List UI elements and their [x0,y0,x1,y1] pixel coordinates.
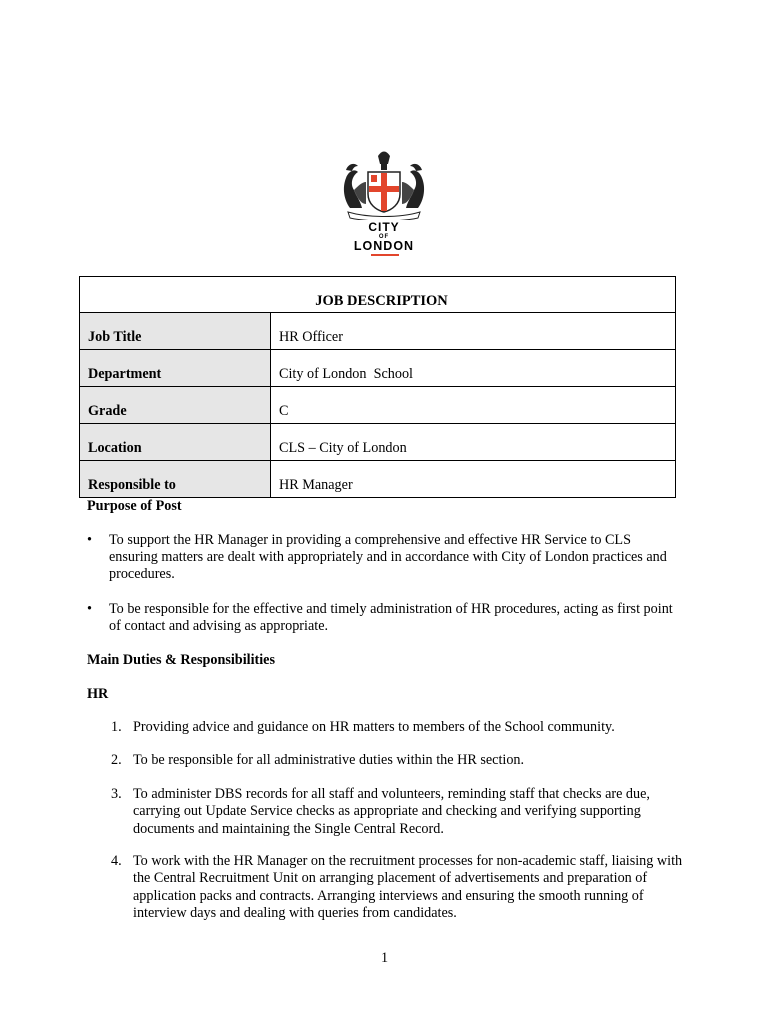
row-value: C [271,387,676,424]
city-of-london-crest-icon [338,150,430,220]
row-value: City of London School [271,350,676,387]
list-number: 3. [111,786,122,802]
purpose-heading: Purpose of Post [87,498,182,514]
row-value: HR Officer [271,313,676,350]
table-header: JOB DESCRIPTION [80,277,676,313]
city-of-london-logo [338,150,430,260]
table-row [80,387,676,424]
row-value: CLS – City of London [271,424,676,461]
bullet-icon: • [87,601,92,617]
bullet-text: To be responsible for the effective and timely administration of HR procedures, acting as first point of contact and advising as appropriate. [109,601,673,635]
row-label: Responsible to [80,461,271,498]
logo-london-text: LONDON [353,239,415,253]
row-label: Job Title [80,313,271,350]
row-label: Location [80,424,271,461]
row-label: Grade [80,387,271,424]
duties-subheading: HR [87,686,109,702]
logo-accent-rule [371,254,399,256]
row-value: HR Manager [271,461,676,498]
table-row [80,350,676,387]
bullet-text: To support the HR Manager in providing a comprehensive and effective HR Service to CLS ensuring matters are dealt with appropriately and in accordance with City of London practices and procedures. [109,532,667,583]
bullet-icon: • [87,532,92,548]
list-text: To work with the HR Manager on the recruitment processes for non-academic staff, liaising with the Central Recruitment Unit on arranging placement of advertisements and preparation of application packs and contracts. Arranging interviews and ensuring the smooth running of interview days and dealing with queries from candidates. [133,853,683,922]
page-number: 1 [381,950,389,966]
logo-city-text: CITY [368,220,400,234]
table-row [80,424,676,461]
list-number: 4. [111,853,122,869]
list-number: 2. [111,752,122,768]
list-number: 1. [111,719,122,735]
list-text: To be responsible for all administrative duties within the HR section. [133,752,525,768]
job-description-table [79,276,676,498]
list-text: To administer DBS records for all staff and volunteers, reminding staff that checks are due, carrying out Update Service checks as appropriate and checking and verifying supporting documents and maintaining the Single Central Record. [133,786,650,837]
table-row [80,313,676,350]
logo-of-text: OF [378,234,390,240]
row-label: Department [80,350,271,387]
table-row [80,461,676,498]
list-text: Providing advice and guidance on HR matters to members of the School community. [133,719,615,735]
duties-heading: Main Duties & Responsibilities [87,652,275,668]
